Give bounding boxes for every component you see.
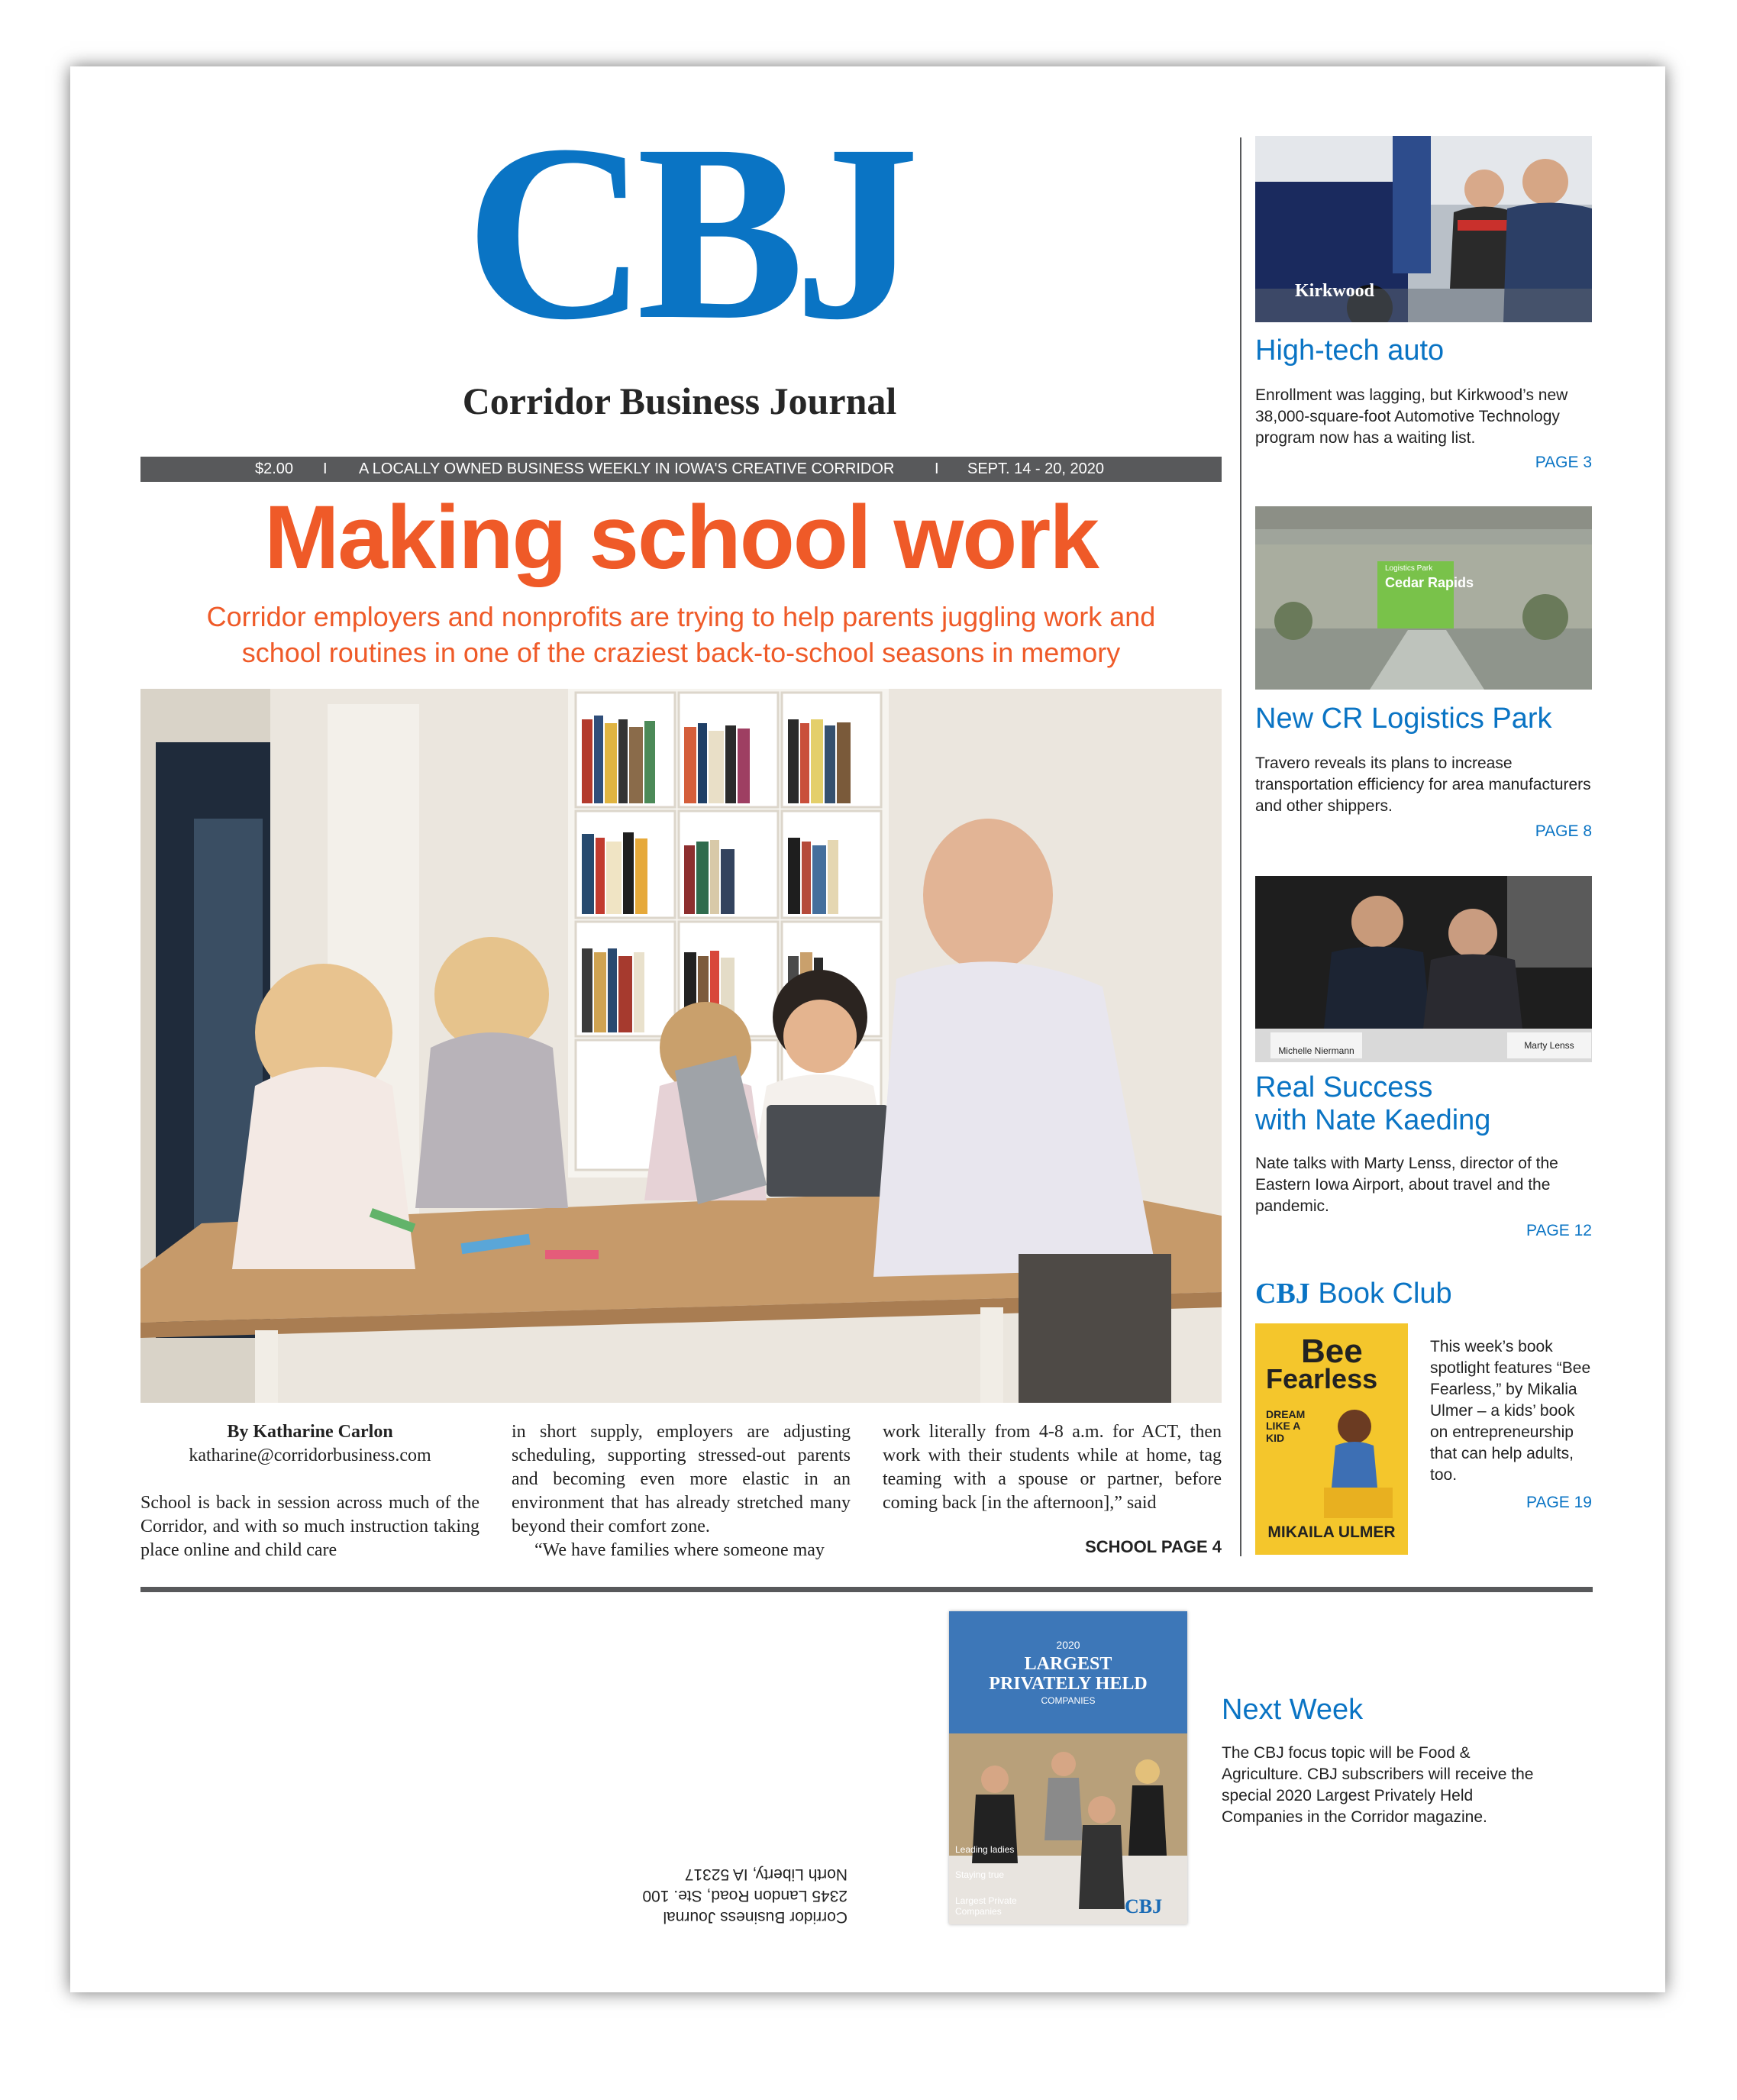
- auto-shop-photo: [1255, 136, 1592, 322]
- panel-discussion-photo: [1255, 876, 1592, 1062]
- price: $2.00: [255, 460, 294, 477]
- article-paragraph: work literally from 4-8 a.m. for ACT, then work with their students while at home, tag teaming with a spouse or partner, before coming back [in the afternoon],” said: [883, 1422, 1222, 1513]
- magazine-year: 2020: [1056, 1639, 1080, 1651]
- section-divider: [140, 1587, 1593, 1592]
- book-cover: [1255, 1323, 1408, 1555]
- magazine-story-2: Staying true: [955, 1869, 1005, 1880]
- magazine-title-1: LARGEST: [1024, 1654, 1112, 1674]
- sign-cedar-rapids: Cedar Rapids: [1385, 575, 1474, 590]
- lead-deck: [140, 599, 1222, 671]
- cover-title-fearless: Fearless: [1266, 1363, 1378, 1394]
- page-reference[interactable]: PAGE 8: [1535, 822, 1592, 840]
- article-paragraph: in short supply, employers are adjusting scheduling, supporting stressed-out parents and becoming even more elastic in an environment that has already stretched many beyond their comfort zone.: [512, 1422, 851, 1536]
- magazine-story-3: Largest Private Companies: [955, 1895, 1017, 1917]
- cover-subtitle: DREAM LIKE A KID: [1266, 1408, 1306, 1444]
- lead-photo-illustration: [140, 689, 1222, 1403]
- story-summary: Travero reveals its plans to increase transportation efficiency for area manufacturers and other shippers.: [1255, 754, 1591, 815]
- magazine-title-2: PRIVATELY HELD: [989, 1674, 1148, 1694]
- sign-small-text: Logistics Park: [1385, 564, 1433, 573]
- masthead-name: Corridor Business Journal: [462, 380, 897, 422]
- article-column-1: [140, 1420, 479, 1562]
- story-title[interactable]: New CR Logistics Park: [1255, 703, 1552, 735]
- page-reference[interactable]: PAGE 12: [1526, 1222, 1592, 1239]
- article-paragraph: School is back in session across much of the Corridor, and with so much instruction taking place online and child care: [140, 1493, 479, 1560]
- next-week-summary: The CBJ focus topic will be Food & Agriculture. CBJ subscribers will receive the special 2020 Largest Privately Held Companies in the Corridor magazine.: [1222, 1744, 1534, 1826]
- story-summary: Nate talks with Marty Lenss, director of the Eastern Iowa Airport, about travel and the pandemic.: [1255, 1155, 1558, 1215]
- magazine-logo: CBJ: [1125, 1895, 1163, 1917]
- book-club-summary: This week’s book spotlight features “Bee Fearless,” by Mikalia Ulmer – a kids’ book on entrepreneurship that can help adults, too.: [1430, 1338, 1591, 1484]
- cover-title-bee: Bee: [1301, 1333, 1363, 1370]
- book-club-title: Book Club: [1318, 1278, 1452, 1310]
- article-column-2: [512, 1420, 851, 1562]
- page-reference[interactable]: PAGE 19: [1526, 1494, 1592, 1511]
- masthead-logo: CBJ: [465, 93, 909, 372]
- tagline: A LOCALLY OWNED BUSINESS WEEKLY IN IOWA'S CREATIVE CORRIDOR: [359, 460, 895, 477]
- title-line: Real Success: [1255, 1071, 1433, 1103]
- story-title[interactable]: High-tech auto: [1255, 334, 1445, 367]
- magazine-cover: [949, 1611, 1187, 1924]
- kirkwood-logo: Kirkwood: [1295, 281, 1375, 301]
- deck-line: school routines in one of the craziest back-to-school seasons in memory: [241, 636, 1121, 668]
- cbj-mini-logo: CBJ: [1255, 1278, 1310, 1310]
- address-line: 2345 Landon Road, Ste. 100: [642, 1887, 848, 1905]
- title-line: with Nate Kaeding: [1255, 1103, 1491, 1136]
- page-reference[interactable]: PAGE 3: [1535, 454, 1592, 471]
- nameplate: Michelle Niermann: [1278, 1045, 1354, 1056]
- mailing-address: [634, 1863, 848, 1927]
- nameplate: Marty Lenss: [1524, 1040, 1574, 1051]
- info-bar: [140, 457, 1222, 482]
- address-line: North Liberty, IA 52317: [684, 1866, 848, 1883]
- byline: By Katharine Carlon: [227, 1422, 393, 1442]
- story-summary: Enrollment was lagging, but Kirkwood’s new 38,000-square-foot Automotive Technology program now has a waiting list.: [1255, 386, 1568, 447]
- issue-dates: SEPT. 14 - 20, 2020: [967, 460, 1105, 477]
- article-paragraph: “We have families where someone may: [534, 1540, 825, 1560]
- article-column-3: [883, 1420, 1222, 1515]
- cover-author: MIKAILA ULMER: [1267, 1523, 1396, 1541]
- address-line: Corridor Business Journal: [663, 1908, 848, 1926]
- lead-photo-family-working: [140, 689, 1222, 1403]
- jump-line[interactable]: SCHOOL PAGE 4: [1085, 1537, 1222, 1556]
- author-email[interactable]: katharine@corridorbusiness.com: [189, 1446, 431, 1465]
- lead-headline: Making school work: [264, 487, 1098, 588]
- magazine-story-1: Leading ladies: [955, 1844, 1015, 1855]
- story-title[interactable]: [1255, 1071, 1592, 1136]
- sidebar-divider: [1240, 137, 1241, 1556]
- book-club-header[interactable]: [1255, 1277, 1452, 1310]
- deck-line: Corridor employers and nonprofits are trying to help parents juggling work and: [206, 601, 1156, 632]
- magazine-title-3: COMPANIES: [1041, 1695, 1096, 1706]
- bar-separator: I: [935, 460, 939, 477]
- logistics-park-rendering: [1255, 506, 1592, 690]
- bar-separator: I: [323, 460, 328, 477]
- next-week-title[interactable]: Next Week: [1222, 1694, 1364, 1726]
